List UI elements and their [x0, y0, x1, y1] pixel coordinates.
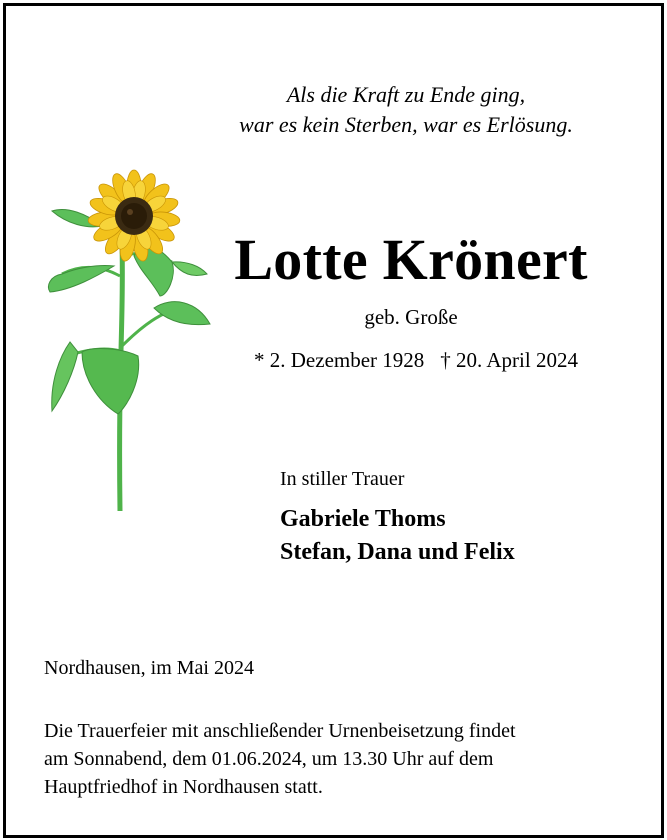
mourning-intro: In stiller Trauer [280, 468, 405, 490]
mourner-name: Stefan, Dana und Felix [280, 539, 515, 565]
place-date: Nordhausen, im Mai 2024 [44, 657, 254, 679]
notice-line: Hauptfriedhof in Nordhausen statt. [44, 776, 323, 798]
birth-name: geb. Große [364, 305, 458, 329]
sunflower-icon [42, 166, 212, 516]
notice-line: am Sonnabend, dem 01.06.2024, um 13.30 Uhr auf dem [44, 748, 494, 770]
deceased-name: Lotte Krönert [234, 227, 588, 292]
motto-quote [156, 80, 656, 140]
funeral-notice [44, 717, 644, 801]
motto-line: war es kein Sterben, war es Erlösung. [239, 112, 573, 137]
life-dates [206, 346, 626, 374]
mourners-list [280, 503, 515, 569]
obituary-card [3, 3, 664, 838]
death-date: † 20. April 2024 [440, 348, 578, 372]
birth-date: * 2. Dezember 1928 [254, 348, 425, 372]
mourner-name: Gabriele Thoms [280, 506, 446, 532]
motto-line: Als die Kraft zu Ende ging, [286, 82, 526, 107]
notice-line: Die Trauerfeier mit anschließender Urnenbeisetzung findet [44, 720, 516, 742]
